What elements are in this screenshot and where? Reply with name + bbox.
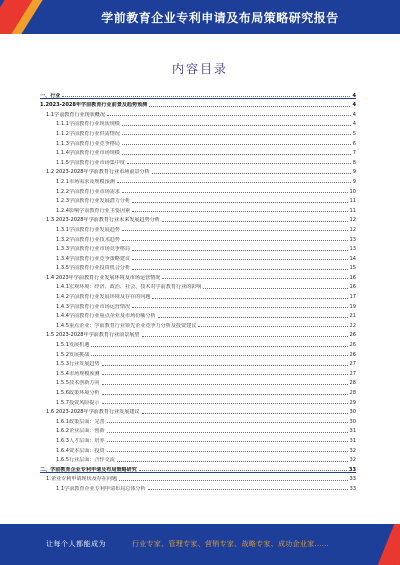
- toc-dot-leader: [122, 125, 351, 126]
- toc-entry-label: 1.2.4影响学前教育行业主要因素: [56, 207, 131, 214]
- toc-entry-label: 1.4.2学前教育行业发展环境及存在的问题: [56, 294, 151, 301]
- toc-dot-leader: [91, 346, 347, 347]
- toc-entry[interactable]: [40, 425, 356, 435]
- toc-entry-page-number: 6: [352, 140, 356, 147]
- toc-entry-label: 一、行业: [40, 92, 61, 99]
- toc-entry[interactable]: [40, 166, 356, 176]
- toc-entry-label: 1.3.4学前教育行业竞争策略建议: [56, 255, 131, 262]
- toc-entry-page-number: 4: [352, 111, 356, 118]
- toc-dot-leader: [162, 221, 348, 222]
- toc-dot-leader: [122, 240, 348, 241]
- toc-entry-label: 1.4.4学前教育行业重点企业及市场份额分析: [56, 313, 156, 320]
- toc-entry-page-number: 32: [349, 447, 356, 454]
- toc-entry[interactable]: [40, 175, 356, 185]
- toc-entry[interactable]: [40, 252, 356, 262]
- toc-dot-leader: [158, 317, 348, 318]
- toc-entry-page-number: 13: [349, 246, 356, 253]
- toc-entry[interactable]: [40, 406, 356, 416]
- toc-entry-page-number: 17: [349, 294, 356, 301]
- table-of-contents: [40, 89, 356, 492]
- toc-entry-page-number: 9: [352, 178, 356, 185]
- toc-entry-page-number: 21: [349, 313, 356, 320]
- toc-entry-page-number: 10: [349, 188, 356, 195]
- toc-dot-leader: [102, 365, 348, 366]
- toc-entry-page-number: 26: [349, 332, 356, 339]
- toc-entry[interactable]: [40, 300, 356, 310]
- toc-entry-label: 1.6.2企业层面：创新: [56, 428, 105, 435]
- toc-entry-page-number: 11: [349, 207, 356, 214]
- toc-entry-page-number: 26: [349, 342, 356, 349]
- toc-dot-leader: [102, 384, 348, 385]
- toc-entry[interactable]: [40, 108, 356, 118]
- toc-entry-page-number: 14: [349, 255, 356, 262]
- footer-red-accent: [378, 524, 400, 565]
- toc-entry[interactable]: [40, 156, 356, 166]
- toc-dot-leader: [122, 144, 351, 145]
- toc-dot-leader: [142, 413, 348, 414]
- toc-entry-page-number: 33: [349, 476, 356, 483]
- page-footer-banner: [0, 524, 400, 565]
- toc-entry-label: 1.4 2023年学前教育行业发展环境及市场运营情况: [46, 274, 161, 281]
- toc-dot-leader: [132, 269, 347, 270]
- toc-dot-leader: [132, 211, 347, 212]
- toc-dot-leader: [122, 192, 348, 193]
- toc-entry[interactable]: [40, 367, 356, 377]
- toc-entry[interactable]: [40, 214, 356, 224]
- toc-entry[interactable]: [40, 147, 356, 157]
- toc-entry-page-number: 16: [349, 274, 356, 281]
- toc-dot-leader: [149, 106, 350, 107]
- toc-entry-page-number: 8: [352, 159, 356, 166]
- toc-dot-leader: [122, 230, 348, 231]
- toc-entry[interactable]: [40, 319, 356, 329]
- toc-dot-leader: [198, 326, 347, 327]
- toc-entry-label: 1.企业专利申请现状及存在问题: [46, 476, 118, 483]
- toc-entry-page-number: 9: [352, 169, 356, 176]
- toc-dot-leader: [203, 288, 347, 289]
- toc-dot-leader: [117, 182, 351, 183]
- toc-entry[interactable]: [40, 454, 356, 464]
- toc-entry-label: 1.6.4资本层面：投资: [56, 447, 105, 454]
- toc-entry[interactable]: [40, 137, 356, 147]
- toc-dot-leader: [122, 134, 351, 135]
- toc-entry-page-number: 12: [349, 217, 356, 224]
- toc-entry-page-number: 28: [349, 390, 356, 396]
- toc-dot-leader: [91, 355, 347, 356]
- toc-dot-leader: [142, 336, 348, 337]
- toc-entry-page-number: 26: [349, 351, 356, 358]
- toc-dot-leader: [152, 173, 351, 174]
- toc-dot-leader: [152, 298, 347, 299]
- toc-entry-label: 1.5.2发展挑战: [56, 351, 90, 358]
- toc-entry-label: 1.1.5学前教育行业市场集中度: [56, 159, 125, 166]
- toc-entry[interactable]: [40, 396, 356, 406]
- toc-entry-label: 1.3 2023-2028年学前教育行业未来发展趋势分析: [46, 217, 160, 224]
- toc-entry-label: 1.1学前教育企业专利申请布局总体分析: [56, 485, 146, 492]
- toc-entry-label: 1.5.1发展机遇: [56, 342, 90, 349]
- toc-entry[interactable]: [40, 377, 356, 387]
- toc-entry-page-number: 33: [348, 466, 356, 473]
- toc-entry-label: 1.3.3学前教育行业市场竞争格局: [56, 246, 131, 253]
- toc-dot-leader: [107, 432, 348, 433]
- toc-entry[interactable]: [40, 415, 356, 425]
- toc-dot-leader: [127, 163, 351, 164]
- toc-entry[interactable]: [40, 185, 356, 195]
- toc-entry[interactable]: [40, 243, 356, 253]
- toc-entry[interactable]: [40, 444, 356, 454]
- toc-entry-page-number: 32: [349, 457, 356, 464]
- toc-entry-label: 1.2.3学前教育行业发展潜力分析: [56, 198, 131, 205]
- toc-entry[interactable]: [40, 127, 356, 137]
- toc-entry[interactable]: [40, 310, 356, 320]
- toc-entry-page-number: 4: [352, 121, 356, 128]
- toc-dot-leader: [102, 403, 348, 404]
- toc-entry[interactable]: [40, 473, 356, 483]
- toc-entry[interactable]: [40, 271, 356, 281]
- toc-entry-label: 1.5.4市场规模预测: [56, 370, 100, 377]
- page-header-banner: [0, 0, 400, 34]
- toc-entry[interactable]: [40, 482, 356, 492]
- toc-entry-page-number: 30: [349, 418, 356, 425]
- toc-entry-label: 1.3.2学前教育行业技术趋势: [56, 236, 120, 243]
- toc-entry-label: 1.6 2023-2028年学前教育行业发展建议: [46, 409, 140, 416]
- toc-entry-label: 1.3.1学前教育行业发展趋势: [56, 226, 120, 233]
- toc-entry-page-number: 4: [352, 102, 356, 109]
- toc-entry-label: 二、学前教育企业专利申请及布局策略研究: [40, 466, 137, 473]
- toc-entry[interactable]: [40, 118, 356, 128]
- toc-entry-label: 1.4.3学前教育行业市场运营情况: [56, 303, 131, 310]
- toc-dot-leader: [148, 489, 348, 490]
- toc-entry-label: 1.3.5学前教育行业投资机会分析: [56, 265, 131, 272]
- toc-entry-page-number: 31: [349, 428, 356, 435]
- toc-entry-page-number: 31: [349, 437, 356, 444]
- toc-entry-label: 1.6.1政策层面：完善: [56, 418, 105, 425]
- toc-entry-page-number: 19: [349, 303, 356, 310]
- toc-entry-label: 1.1.4学前教育行业市场规模: [56, 150, 120, 157]
- toc-entry-label: 1.2023-2028年学前教育行业前景及趋势预测: [40, 102, 148, 109]
- toc-entry-label: 1.6.5行业层面：合作交流: [56, 457, 115, 464]
- toc-entry-page-number: 13: [349, 236, 356, 243]
- toc-entry-page-number: 16: [349, 284, 356, 291]
- toc-entry-label: 1.1.3学前教育行业竞争格局: [56, 140, 120, 147]
- toc-entry-label: 1.4.5重点企业：学前教育行业领先企业竞争力分析及投资建议: [56, 322, 197, 329]
- toc-entry[interactable]: [40, 99, 356, 109]
- toc-entry-label: 1.2.1市场需求及规模预测: [56, 178, 115, 185]
- toc-dot-leader: [107, 422, 348, 423]
- toc-entry-page-number: 7: [352, 150, 356, 157]
- toc-dot-leader: [132, 259, 347, 260]
- toc-entry-label: 1.5.3行业发展趋势: [56, 361, 100, 368]
- toc-dot-leader: [132, 307, 347, 308]
- toc-entry[interactable]: [40, 262, 356, 272]
- toc-dot-leader: [62, 96, 350, 97]
- footer-roles: 行业专家、管理专家、营销专家、战略专家、成功企业家……: [132, 540, 330, 548]
- toc-entry-page-number: 28: [349, 380, 356, 387]
- toc-entry-label: 1.4.1宏观环境：经济、政治、社会、技术对学前教育行业的影响: [56, 284, 202, 291]
- toc-entry[interactable]: [40, 89, 356, 99]
- toc-entry[interactable]: [40, 434, 356, 444]
- toc-entry[interactable]: [40, 281, 356, 291]
- toc-dot-leader: [107, 451, 348, 452]
- toc-entry-page-number: 33: [349, 485, 356, 492]
- toc-entry[interactable]: [40, 204, 356, 214]
- toc-entry-label: 1.2 2023-2028年学前教育行业市场前景分析: [46, 169, 150, 176]
- toc-entry-label: 1.5 2023-2028年学前教育行业前景展望: [46, 332, 140, 339]
- toc-entry-label: 1.6.3人才层面：培养: [56, 437, 105, 444]
- toc-entry-page-number: 22: [349, 322, 356, 329]
- footer-slogan: 让每个人都能成为: [46, 540, 106, 548]
- toc-entry-page-number: 15: [349, 265, 356, 272]
- toc-entry-label: 1.2.2学前教育行业市场需求: [56, 188, 120, 195]
- toc-entry-label: 1.5.7投资风险提示: [56, 399, 100, 406]
- toc-entry[interactable]: [40, 223, 356, 233]
- toc-entry[interactable]: [40, 338, 356, 348]
- toc-entry[interactable]: [40, 386, 356, 396]
- toc-dot-leader: [117, 461, 348, 462]
- toc-entry[interactable]: [40, 329, 356, 339]
- toc-entry[interactable]: [40, 463, 356, 473]
- toc-entry-page-number: 27: [349, 361, 356, 368]
- toc-dot-leader: [162, 278, 347, 279]
- toc-dot-leader: [132, 202, 347, 203]
- toc-entry-label: 1.1.2学前教育行业供需情况: [56, 130, 120, 137]
- toc-dot-leader: [132, 250, 347, 251]
- toc-entry-label: 1.5.5技术创新方向: [56, 380, 100, 387]
- toc-entry-page-number: 27: [349, 370, 356, 377]
- toc-entry-page-number: 4: [352, 92, 356, 99]
- toc-entry-label: 1.5.6政策环境分析: [56, 390, 100, 396]
- toc-dot-leader: [102, 374, 348, 375]
- toc-entry-label: 1.1.1学前教育行业现状规模: [56, 121, 120, 128]
- toc-entry-page-number: 11: [349, 198, 356, 205]
- toc-entry-page-number: 30: [349, 409, 356, 416]
- toc-entry-page-number: 29: [349, 399, 356, 406]
- toc-entry[interactable]: [40, 233, 356, 243]
- toc-dot-leader: [122, 154, 351, 155]
- toc-heading: 内容目录: [171, 62, 228, 76]
- toc-entry-page-number: 5: [352, 130, 356, 137]
- report-title: 学前教育企业专利申请及布局策略研究报告: [101, 11, 339, 25]
- toc-dot-leader: [119, 480, 347, 481]
- toc-entry-label: 1.1学前教育行业现状概况: [46, 111, 106, 118]
- toc-entry[interactable]: [40, 290, 356, 300]
- toc-entry[interactable]: [40, 348, 356, 358]
- toc-dot-leader: [107, 441, 348, 442]
- toc-entry[interactable]: [40, 195, 356, 205]
- toc-entry-page-number: 12: [349, 226, 356, 233]
- toc-entry[interactable]: [40, 358, 356, 368]
- toc-dot-leader: [102, 394, 348, 395]
- toc-dot-leader: [107, 115, 351, 116]
- toc-dot-leader: [139, 470, 347, 471]
